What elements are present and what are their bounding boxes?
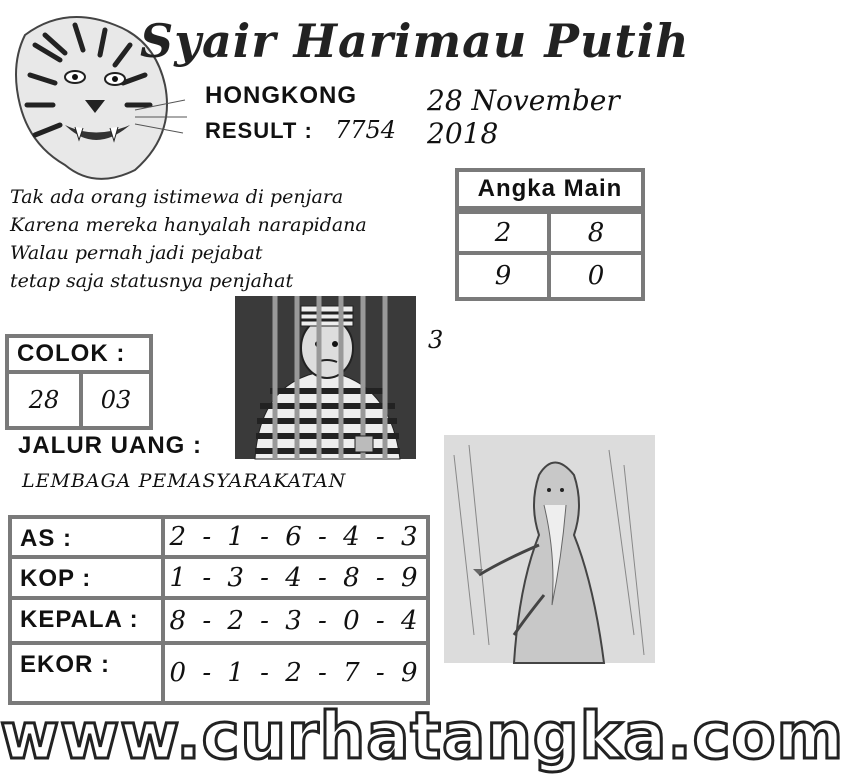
as-value: 2 - 1 - 6 - 4 - 3 — [161, 515, 430, 559]
angka-main-number: 9 — [455, 251, 551, 301]
angka-main-number: 0 — [547, 251, 645, 301]
kop-label: KOP : — [8, 555, 165, 600]
ekor-label: EKOR : — [8, 641, 165, 705]
footer-site-url[interactable]: www.curhatangka.com — [0, 700, 844, 774]
page-title: Syair Harimau Putih — [140, 14, 690, 68]
as-label: AS : — [8, 515, 165, 559]
kop-value: 1 - 3 - 4 - 8 - 9 — [161, 555, 430, 600]
poem-line: Walau pernah jadi pejabat — [10, 242, 263, 264]
angka-main-number: 2 — [455, 210, 551, 255]
poem-line: tetap saja statusnya penjahat — [10, 270, 294, 292]
colok-value: 28 — [5, 370, 83, 430]
prisoner-illustration — [235, 296, 416, 459]
result-value: 7754 — [335, 116, 397, 144]
colok-title: COLOK : — [5, 334, 153, 374]
prophet-sketch — [444, 435, 655, 663]
poem-line: Karena mereka hanyalah narapidana — [10, 214, 367, 236]
poem — [10, 183, 367, 295]
jalur-uang-label: JALUR UANG : — [18, 432, 202, 459]
kepala-value: 8 - 2 - 3 - 0 - 4 — [161, 596, 430, 645]
poem-line: Tak ada orang istimewa di penjara — [10, 186, 344, 208]
angka-main-title: Angka Main — [455, 168, 645, 210]
ekor-value: 0 - 1 - 2 - 7 - 9 — [161, 641, 430, 705]
kepala-label: KEPALA : — [8, 596, 165, 645]
colok-value: 03 — [79, 370, 153, 430]
side-number: 3 — [428, 326, 444, 354]
result-label: RESULT : — [205, 118, 313, 143]
market-name: HONGKONG — [205, 82, 357, 109]
date-label: 28 November 2018 — [427, 84, 620, 150]
angka-main-number: 8 — [547, 210, 645, 255]
jalur-uang-value: LEMBAGA PEMASYARAKATAN — [22, 470, 347, 492]
